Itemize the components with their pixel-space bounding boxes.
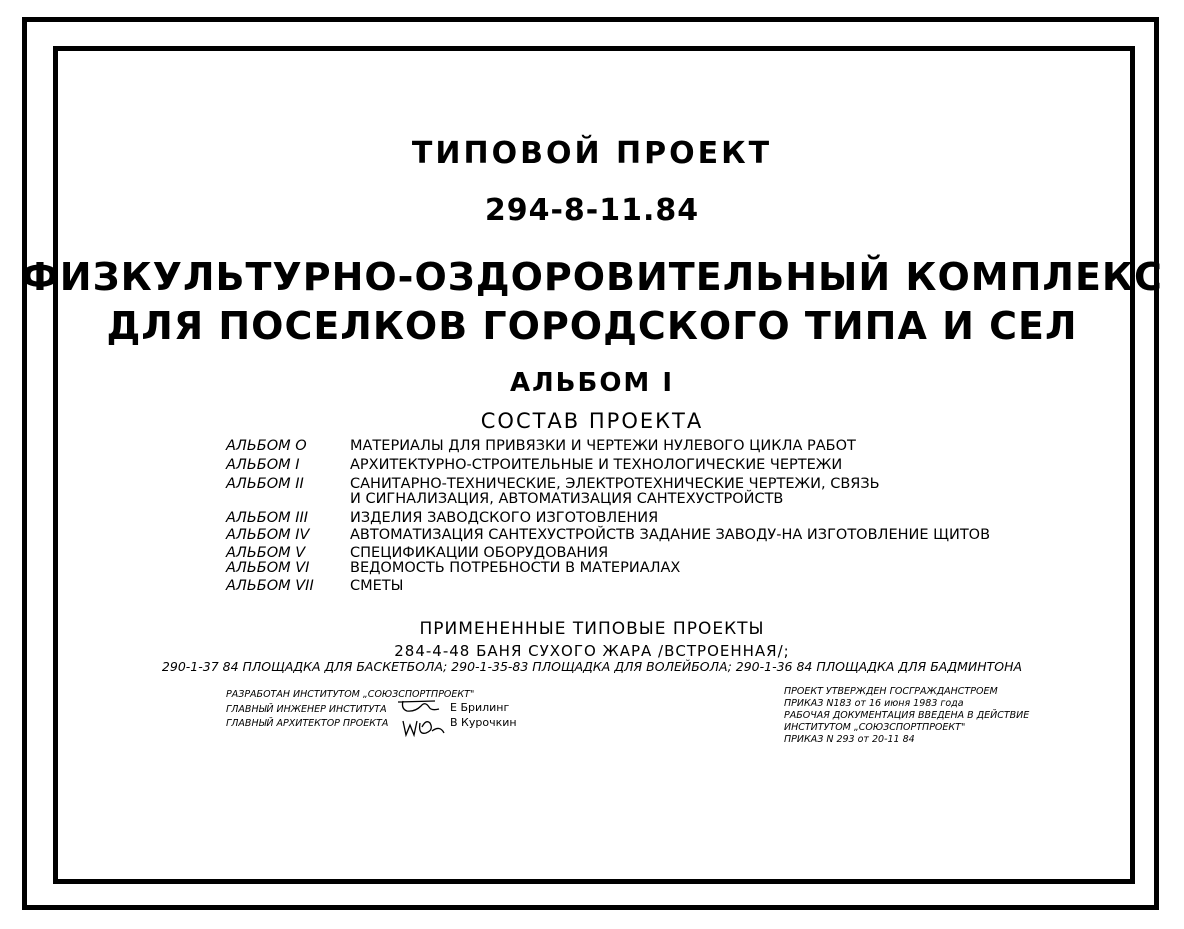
album-text: СМЕТЫ <box>350 578 404 594</box>
applied-projects-title: ПРИМЕНЕННЫЕ ТИПОВЫЕ ПРОЕКТЫ <box>419 619 765 639</box>
album-label: АЛЬБОМ VI <box>226 560 310 576</box>
album-text: АВТОМАТИЗАЦИЯ САНТЕХУСТРОЙСТВ ЗАДАНИЕ ЗАВОДУ-НА ИЗГОТОВЛЕНИЕ ЩИТОВ <box>350 527 991 543</box>
approval-line-4: ИНСТИТУТОМ „СОЮЗСПОРТПРОЕКТ" <box>784 722 966 733</box>
chief-engineer-name: Е Брилинг <box>450 701 510 714</box>
chief-architect-name: В Курочкин <box>450 716 517 729</box>
album-label: АЛЬБОМ О <box>226 438 307 454</box>
chief-architect-label: ГЛАВНЫЙ АРХИТЕКТОР ПРОЕКТА <box>226 718 389 729</box>
approval-line-3: РАБОЧАЯ ДОКУМЕНТАЦИЯ ВВЕДЕНА В ДЕЙСТВИЕ <box>784 710 1030 721</box>
album-label: АЛЬБОМ II <box>226 476 304 492</box>
album-label: АЛЬБОМ I <box>226 457 300 473</box>
album-text: ВЕДОМОСТЬ ПОТРЕБНОСТИ В МАТЕРИАЛАХ <box>350 560 681 576</box>
album-text: ИЗДЕЛИЯ ЗАВОДСКОГО ИЗГОТОВЛЕНИЯ <box>350 510 659 526</box>
document-type: ТИПОВОЙ ПРОЕКТ <box>411 136 773 171</box>
developed-by: РАЗРАБОТАН ИНСТИТУТОМ „СОЮЗСПОРТПРОЕКТ" <box>226 689 475 700</box>
title-line-1: ФИЗКУЛЬТУРНО-ОЗДОРОВИТЕЛЬНЫЙ КОМПЛЕКС <box>21 255 1163 299</box>
composition-title: СОСТАВ ПРОЕКТА <box>480 409 704 433</box>
album-text-continuation: И СИГНАЛИЗАЦИЯ, АВТОМАТИЗАЦИЯ САНТЕХУСТРОЙСТВ <box>350 491 784 507</box>
album-text: СПЕЦИФИКАЦИИ ОБОРУДОВАНИЯ <box>350 545 609 561</box>
approval-line-5: ПРИКАЗ N 293 от 20-11 84 <box>784 734 915 745</box>
chief-engineer-label: ГЛАВНЫЙ ИНЖЕНЕР ИНСТИТУТА <box>226 704 387 715</box>
album-label: АЛЬБОМ V <box>226 545 306 561</box>
album-text: МАТЕРИАЛЫ ДЛЯ ПРИВЯЗКИ И ЧЕРТЕЖИ НУЛЕВОГО ЦИКЛА РАБОТ <box>350 438 856 454</box>
applied-projects-line-2: 290-1-37 84 ПЛОЩАДКА ДЛЯ БАСКЕТБОЛА; 290-1-35-83 ПЛОЩАДКА ДЛЯ ВОЛЕЙБОЛА; 290-1-36 84 ПЛОЩАДКА ДЛЯ БАДМИНТОНА <box>161 659 1023 674</box>
album-label: АЛЬБОМ III <box>226 510 309 526</box>
album-label: АЛЬБОМ VII <box>226 578 314 594</box>
applied-projects-line-1: 284-4-48 БАНЯ СУХОГО ЖАРА /ВСТРОЕННАЯ/; <box>394 642 790 660</box>
approval-line-2: ПРИКАЗ N183 от 16 июня 1983 года <box>784 698 964 709</box>
project-number: 294-8-11.84 <box>484 193 700 228</box>
chief-engineer-signature <box>395 697 445 715</box>
album-text: САНИТАРНО-ТЕХНИЧЕСКИЕ, ЭЛЕКТРОТЕХНИЧЕСКИЕ ЧЕРТЕЖИ, СВЯЗЬ <box>350 476 880 492</box>
approval-line-1: ПРОЕКТ УТВЕРЖДЕН ГОСГРАЖДАНСТРОЕМ <box>784 686 998 697</box>
album-heading: АЛЬБОМ I <box>509 368 675 398</box>
album-text: АРХИТЕКТУРНО-СТРОИТЕЛЬНЫЕ И ТЕХНОЛОГИЧЕСКИЕ ЧЕРТЕЖИ <box>350 457 843 473</box>
title-line-2: ДЛЯ ПОСЕЛКОВ ГОРОДСКОГО ТИПА И СЕЛ <box>106 304 1078 348</box>
chief-architect-signature <box>400 715 448 741</box>
album-label: АЛЬБОМ IV <box>226 527 310 543</box>
